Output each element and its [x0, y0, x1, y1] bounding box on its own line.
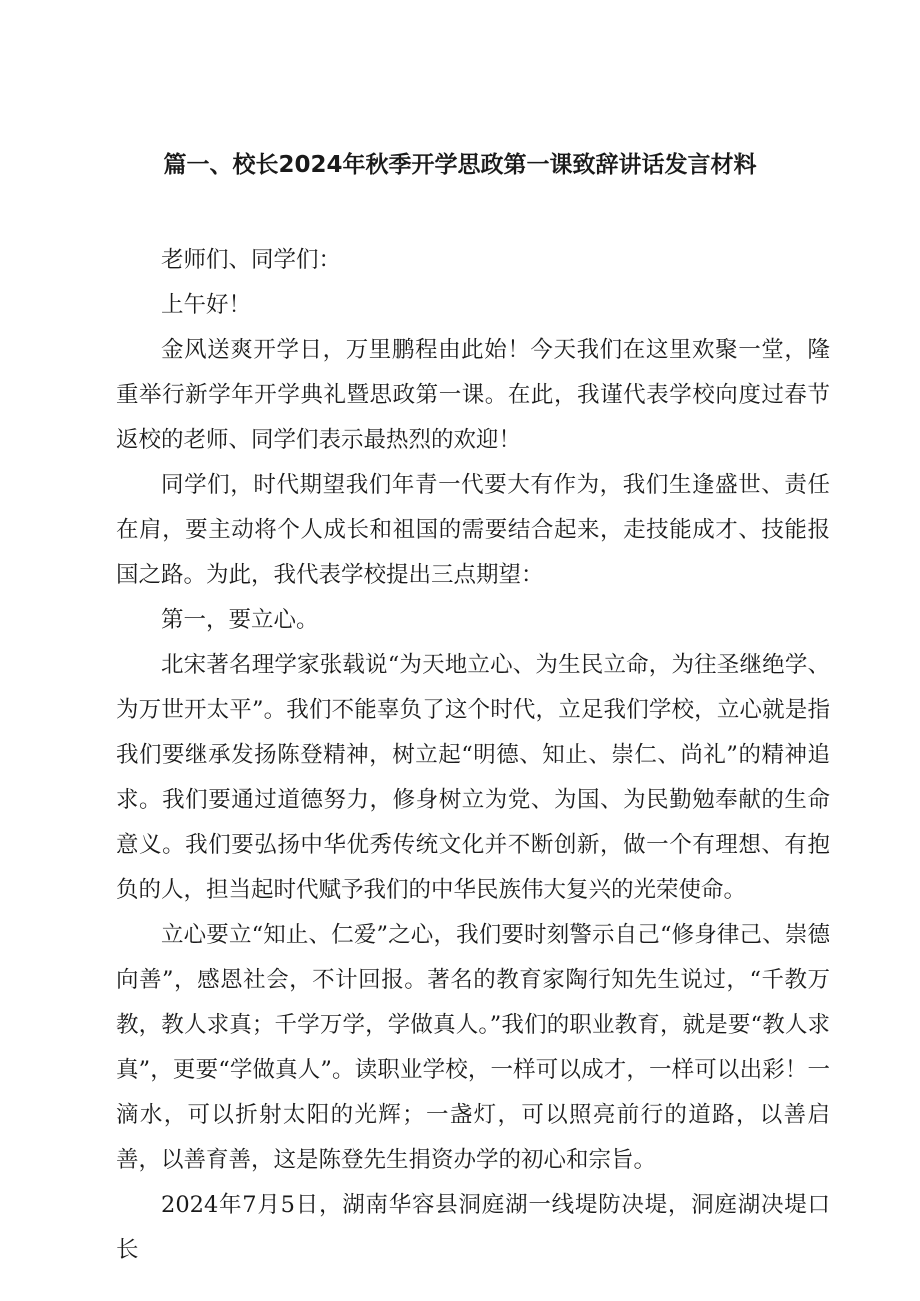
document-title: 篇一、校长2024年秋季开学思政第一课致辞讲话发言材料: [163, 152, 757, 178]
body-paragraph: 北宋著名理学家张载说“为天地立心、为生民立命，为往圣继绝学、为万世开太平”。我们不能辜负了这个时代，立足我们学校，立心就是指我们要继承发扬陈登精神，树立起“明德、知止、崇仁、尚礼”的精神追求。我们要通过道德努力，修身树立为党、为国、为民勤勉奉献的生命意义。我们要弘扬中华优秀传统文化并不断创新，做一个有理想、有抱负的人，担当起时代赋予我们的中华民族伟大复兴的光荣使命。: [116, 652, 830, 903]
section-heading: 第一，要立心。: [161, 607, 319, 633]
greeting-paragraph: 老师们、同学们：: [161, 247, 342, 273]
body-paragraph: 金风送爽开学日，万里鹏程由此始！今天我们在这里欢聚一堂，隆重举行新学年开学典礼暨思政第一课。在此，我谨代表学校向度过春节返校的老师、同学们表示最热烈的欢迎！: [116, 337, 830, 453]
body-paragraph: 同学们，时代期望我们年青一代要大有作为，我们生逢盛世、责任在肩，要主动将个人成长和祖国的需要结合起来，走技能成才、技能报国之路。为此，我代表学校提出三点期望：: [116, 472, 830, 588]
document-body: [116, 238, 830, 1273]
body-paragraph: 2024年7月5日，湖南华容县洞庭湖一线堤防决堤，洞庭湖决堤口长: [116, 1192, 830, 1263]
body-paragraph: 立心要立“知止、仁爱”之心，我们要时刻警示自己“修身律己、崇德向善”，感恩社会，不计回报。著名的教育家陶行知先生说过，“千教万教，教人求真；千学万学，学做真人。”我们的职业教育，就是要“教人求真”，更要“学做真人”。读职业学校，一样可以成才，一样可以出彩！一滴水，可以折射太阳的光辉；一盏灯，可以照亮前行的道路，以善启善，以善育善，这是陈登先生捐资办学的初心和宗旨。: [116, 922, 830, 1173]
salutation-paragraph: 上午好！: [161, 292, 252, 318]
